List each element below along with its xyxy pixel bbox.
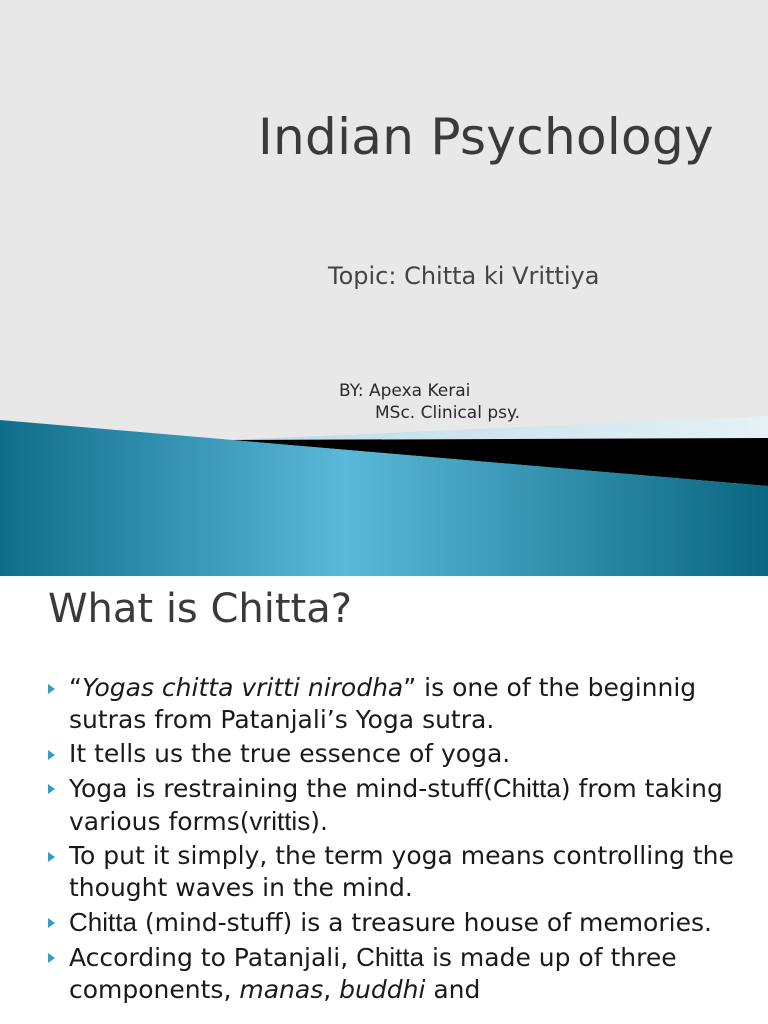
bullet-item: It tells us the true essence of yoga. [46,738,746,770]
bullet-arrow-icon [48,953,55,963]
bullet-item: Chitta (mind-stuff) is a treasure house of memories. [46,906,746,939]
bullet-arrow-icon [48,750,55,760]
bullet-arrow-icon [48,684,55,694]
bullet-arrow-icon [48,852,55,862]
bullet-item: “Yogas chitta vritti nirodha” is one of the beginnig sutras from Patanjali’s Yoga sutra. [46,672,746,736]
bullet-list [46,672,746,1008]
bullet-arrow-icon [48,918,55,928]
degree-line: MSc. Clinical psy. [375,403,521,423]
content-slide [0,576,768,1024]
banner-light-sliver [230,416,768,440]
author-line: BY: Apexa Kerai [339,381,471,401]
bullet-item: Yoga is restraining the mind-stuff(Chitta) from taking various forms(vrittis). [46,772,746,838]
slide-title: Indian Psychology [258,108,714,166]
bullet-item: According to Patanjali, Chitta is made up of three components, manas, buddhi and [46,941,746,1006]
slide-subtitle: Topic: Chitta ki Vrittiya [328,262,600,290]
sutra-quote: Yogas chitta vritti nirodha [81,673,404,702]
bullet-arrow-icon [48,784,55,794]
bullet-item: To put it simply, the term yoga means controlling the thought waves in the mind. [46,840,746,904]
slide-heading: What is Chitta? [48,586,352,632]
